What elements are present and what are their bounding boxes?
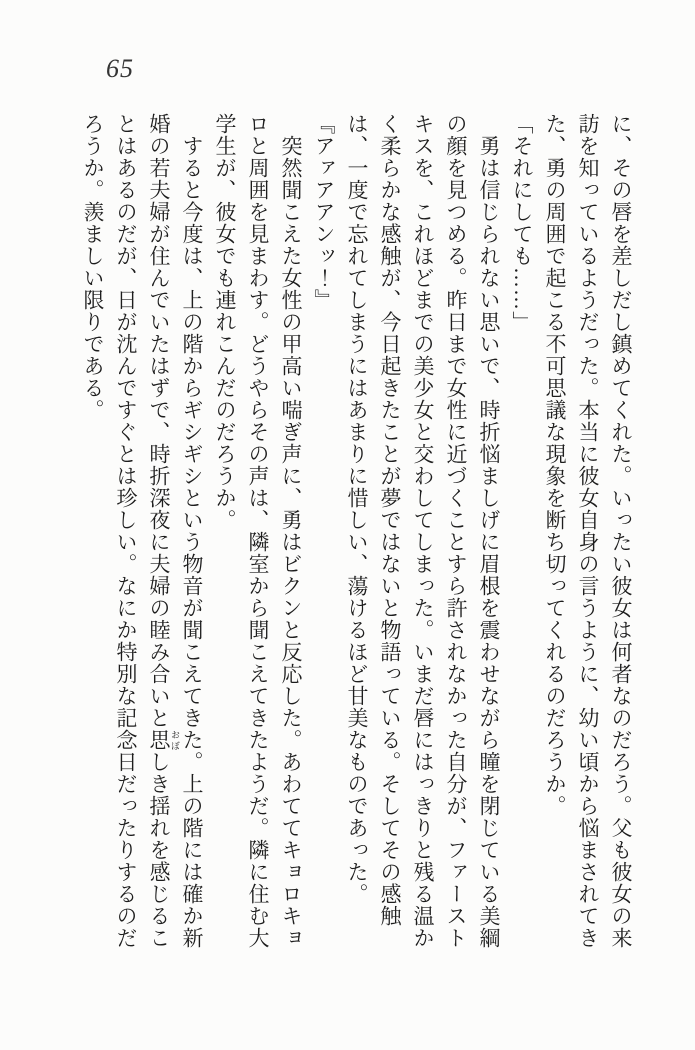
furigana-ruby: 思 おぼ: [147, 729, 180, 751]
paragraph-1: に、その唇を差しだし鎮めてくれた。いったい彼女は何者なのだろう。父も彼女の来訪を知っているようだった。本当に彼女自身の言うように、幼い頃から悩まされてきた、勇の周囲で起こる不可思議な現象を断ち切ってくれるのだろうか。: [543, 113, 633, 949]
paragraph-3: 勇は信じられない思いで、時折悩ましげに眉根を震わせながら瞳を閉じている美綱の顔を見つめる。昨日まで女性に近づくことすら許されなかった自分が、ファーストキスを、これほどまでの美少女と交わしてしまった。いまだ唇にはっきりと残る温かく柔らかな感触が、今日起きたことが夢ではないと物語っている。そしてその感触は、一度で忘れてしまうにはあまりに惜しい、蕩けるほど甘美なものであった。: [345, 113, 501, 949]
page-text-block: [76, 113, 637, 951]
paragraph-4: 『アァアアンッ！』: [312, 113, 336, 311]
paragraph-5: 突然聞こえた女性の甲高い喘ぎ声に、勇はビクンと反応した。あわててキョロキョロと周囲を見まわす。どうやらその声は、隣室から聞こえてきたようだ。隣に住む大学生が、彼女でも連れこんだのだろうか。: [213, 113, 303, 949]
paragraph-2: 「それにしても……」: [510, 113, 534, 333]
paragraph-6: すると今度は、上の階からギシギシという物音が聞こえてきた。上の階には確か新婚の若夫婦が住んでいたはずで、時折深夜に夫婦の睦み合いと思 おぼしき揺れを感じることはあるのだが、日が沈んですぐとは珍しい。なにか特別な記念日だったりするのだろうか。羨ましい限りである。: [81, 113, 204, 949]
furigana-text: おぼ: [170, 729, 180, 751]
page-number: 65: [106, 54, 134, 83]
